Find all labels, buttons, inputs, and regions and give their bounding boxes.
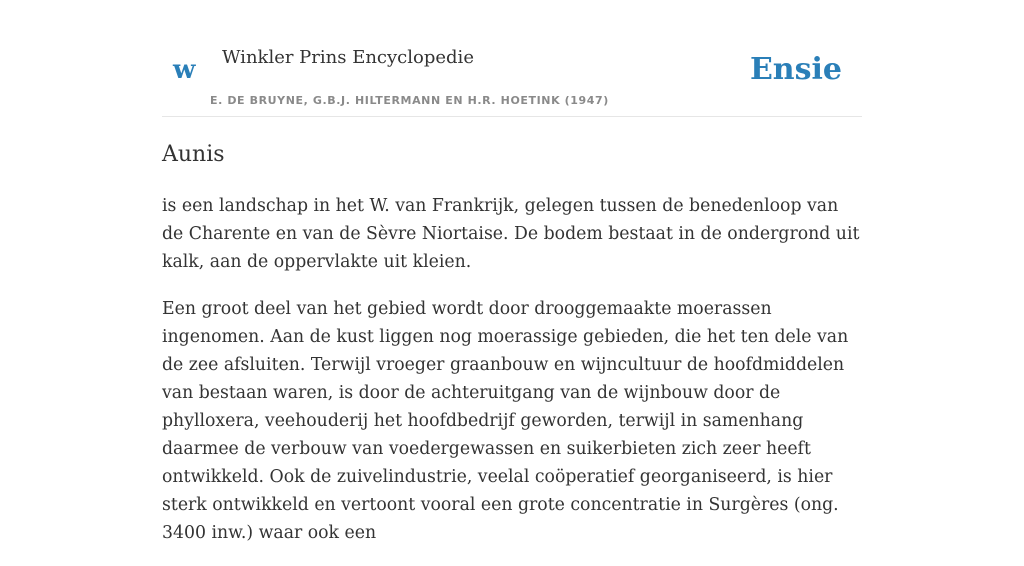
- article-paragraph: is een landschap in het W. van Frankrijk, gelegen tussen de benedenloop van de Charente en van de Sèvre Niortaise. De bodem bestaat in de ondergrond uit kalk, aan de oppervlakte uit kleien.: [162, 196, 860, 272]
- article-body: [162, 192, 862, 566]
- ensie-brand-link[interactable]: Ensie: [749, 52, 842, 87]
- source-title[interactable]: Winkler Prins Encyclopedie: [222, 47, 474, 68]
- source-authors: E. DE BRUYNE, G.B.J. HILTERMANN EN H.R. HOETINK (1947): [210, 94, 609, 107]
- article-title: Aunis: [162, 142, 225, 167]
- winkler-prins-logo[interactable]: w: [173, 55, 196, 85]
- site-header: [162, 0, 862, 117]
- article-paragraph: Een groot deel van het gebied wordt door drooggemaakte moerassen ingenomen. Aan de kust liggen nog moerassige gebieden, die het ten dele van de zee afsluiten. Terwijl vroeger graanbouw en wijncultuur de hoofdmiddelen van bestaan waren, is door de achteruitgang van de wijnbouw door de phylloxera, veehouderij het hoofdbedrijf geworden, terwijl in samenhang daarmee de verbouw van voedergewassen en suikerbieten zich zeer heeft ontwikkeld. Ook de zuivelindustrie, veelal coöperatief georganiseerd, is hier sterk ontwikkeld en vertoont vooral een grote concentratie in Surgères (ong. 3400 inw.) waar ook een: [162, 299, 849, 543]
